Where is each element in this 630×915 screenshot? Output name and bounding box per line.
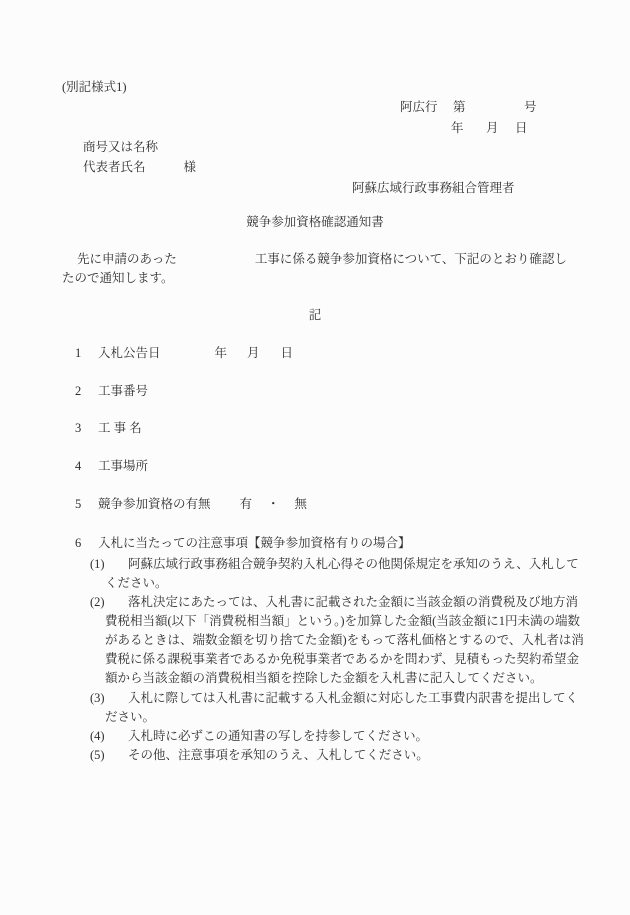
doc-number-prefix: 第	[453, 100, 466, 114]
addressee-honorific: 様	[183, 160, 197, 174]
note-text: 落札決定にあたっては、入札書に記載された金額に当該金額の消費税及び地方消費税相当額(以下「消費税相当額」という。)を加算した金額(当該金額に1円未満の端数があるときは、端数金額を切り捨てた金額)をもって落札価格とするので、入札者は消費税に係る課税事業者であるか免税事業者であるかを問わず、見積もった契約希望金額から当該金額の消費税相当額を控除した金額を入札書に記入してください。	[105, 595, 584, 685]
item-month-label: 月	[247, 346, 260, 360]
item-number: 2	[75, 384, 82, 398]
note-number: (1)	[90, 557, 105, 571]
option-yes: 有	[239, 497, 253, 511]
note-number: (2)	[90, 595, 105, 609]
item-bid-precautions	[75, 536, 411, 551]
ki-marker: 記	[308, 308, 322, 322]
item-construction-site	[75, 459, 148, 474]
doc-number-agency: 阿広行	[400, 100, 438, 114]
note-number: (4)	[90, 729, 105, 743]
note-text: 阿蘇広域行政事務組合競争契約入札心得その他関係規定を承知のうえ、入札してください。	[105, 557, 579, 590]
doc-date-year-label: 年	[451, 121, 464, 135]
note-text: その他、注意事項を承知のうえ、入札してください。	[128, 748, 429, 762]
item-label: 入札に当たっての注意事項【競争参加資格有りの場合】	[98, 536, 411, 550]
note-text: 入札に際しては入札書に記載する入札金額に対応した工事費内訳書を提出してください。	[105, 691, 579, 724]
item-number: 4	[75, 459, 82, 473]
item-label: 工事場所	[98, 459, 149, 473]
issuer-name: 阿蘇広域行政事務組合管理者	[352, 181, 515, 195]
item-label: 工 事 名	[98, 421, 142, 435]
intro-line1	[62, 252, 567, 267]
intro-tail-text: 工事に係る競争参加資格について、下記のとおり確認し	[254, 252, 567, 266]
doc-number-suffix: 号	[524, 100, 537, 114]
item-number: 1	[75, 346, 82, 360]
item-bid-announcement-date	[75, 346, 293, 361]
doc-date-month-label: 月	[486, 121, 499, 135]
item-construction-number	[75, 384, 148, 399]
note-item	[90, 593, 587, 688]
item-number: 5	[75, 497, 82, 511]
note-item	[90, 727, 587, 746]
doc-date-line	[0, 121, 630, 137]
option-separator: ・	[267, 497, 280, 511]
intro-lead-text: 先に申請のあった	[77, 252, 177, 266]
addressee-company-label: 商号又は名称	[83, 140, 159, 154]
addressee-representative-line	[83, 160, 196, 175]
document-title: 競争参加資格確認通知書	[246, 215, 384, 229]
item-construction-name	[75, 421, 142, 436]
doc-date-day-label: 日	[515, 121, 528, 135]
note-item	[90, 555, 587, 593]
item-label: 工事番号	[98, 384, 149, 398]
note-item	[90, 689, 587, 727]
note-text: 入札時に必ずこの通知書の写しを持参してください。	[128, 729, 429, 743]
option-no: 無	[294, 497, 308, 511]
note-item	[90, 746, 587, 765]
item-number: 3	[75, 421, 82, 435]
note-number: (3)	[90, 691, 105, 705]
item-qualification-status	[75, 497, 307, 512]
item-day-label: 日	[280, 346, 294, 360]
addressee-representative-label: 代表者氏名	[83, 160, 146, 174]
doc-number-line	[0, 100, 630, 116]
item-number: 6	[75, 536, 82, 550]
item-label: 入札公告日	[98, 346, 161, 360]
intro-line2: たので通知します。	[62, 271, 174, 285]
item-year-label: 年	[214, 346, 228, 360]
item-label: 競争参加資格の有無	[98, 497, 211, 511]
form-style-label: (別記様式1)	[62, 80, 127, 94]
note-number: (5)	[90, 748, 105, 762]
